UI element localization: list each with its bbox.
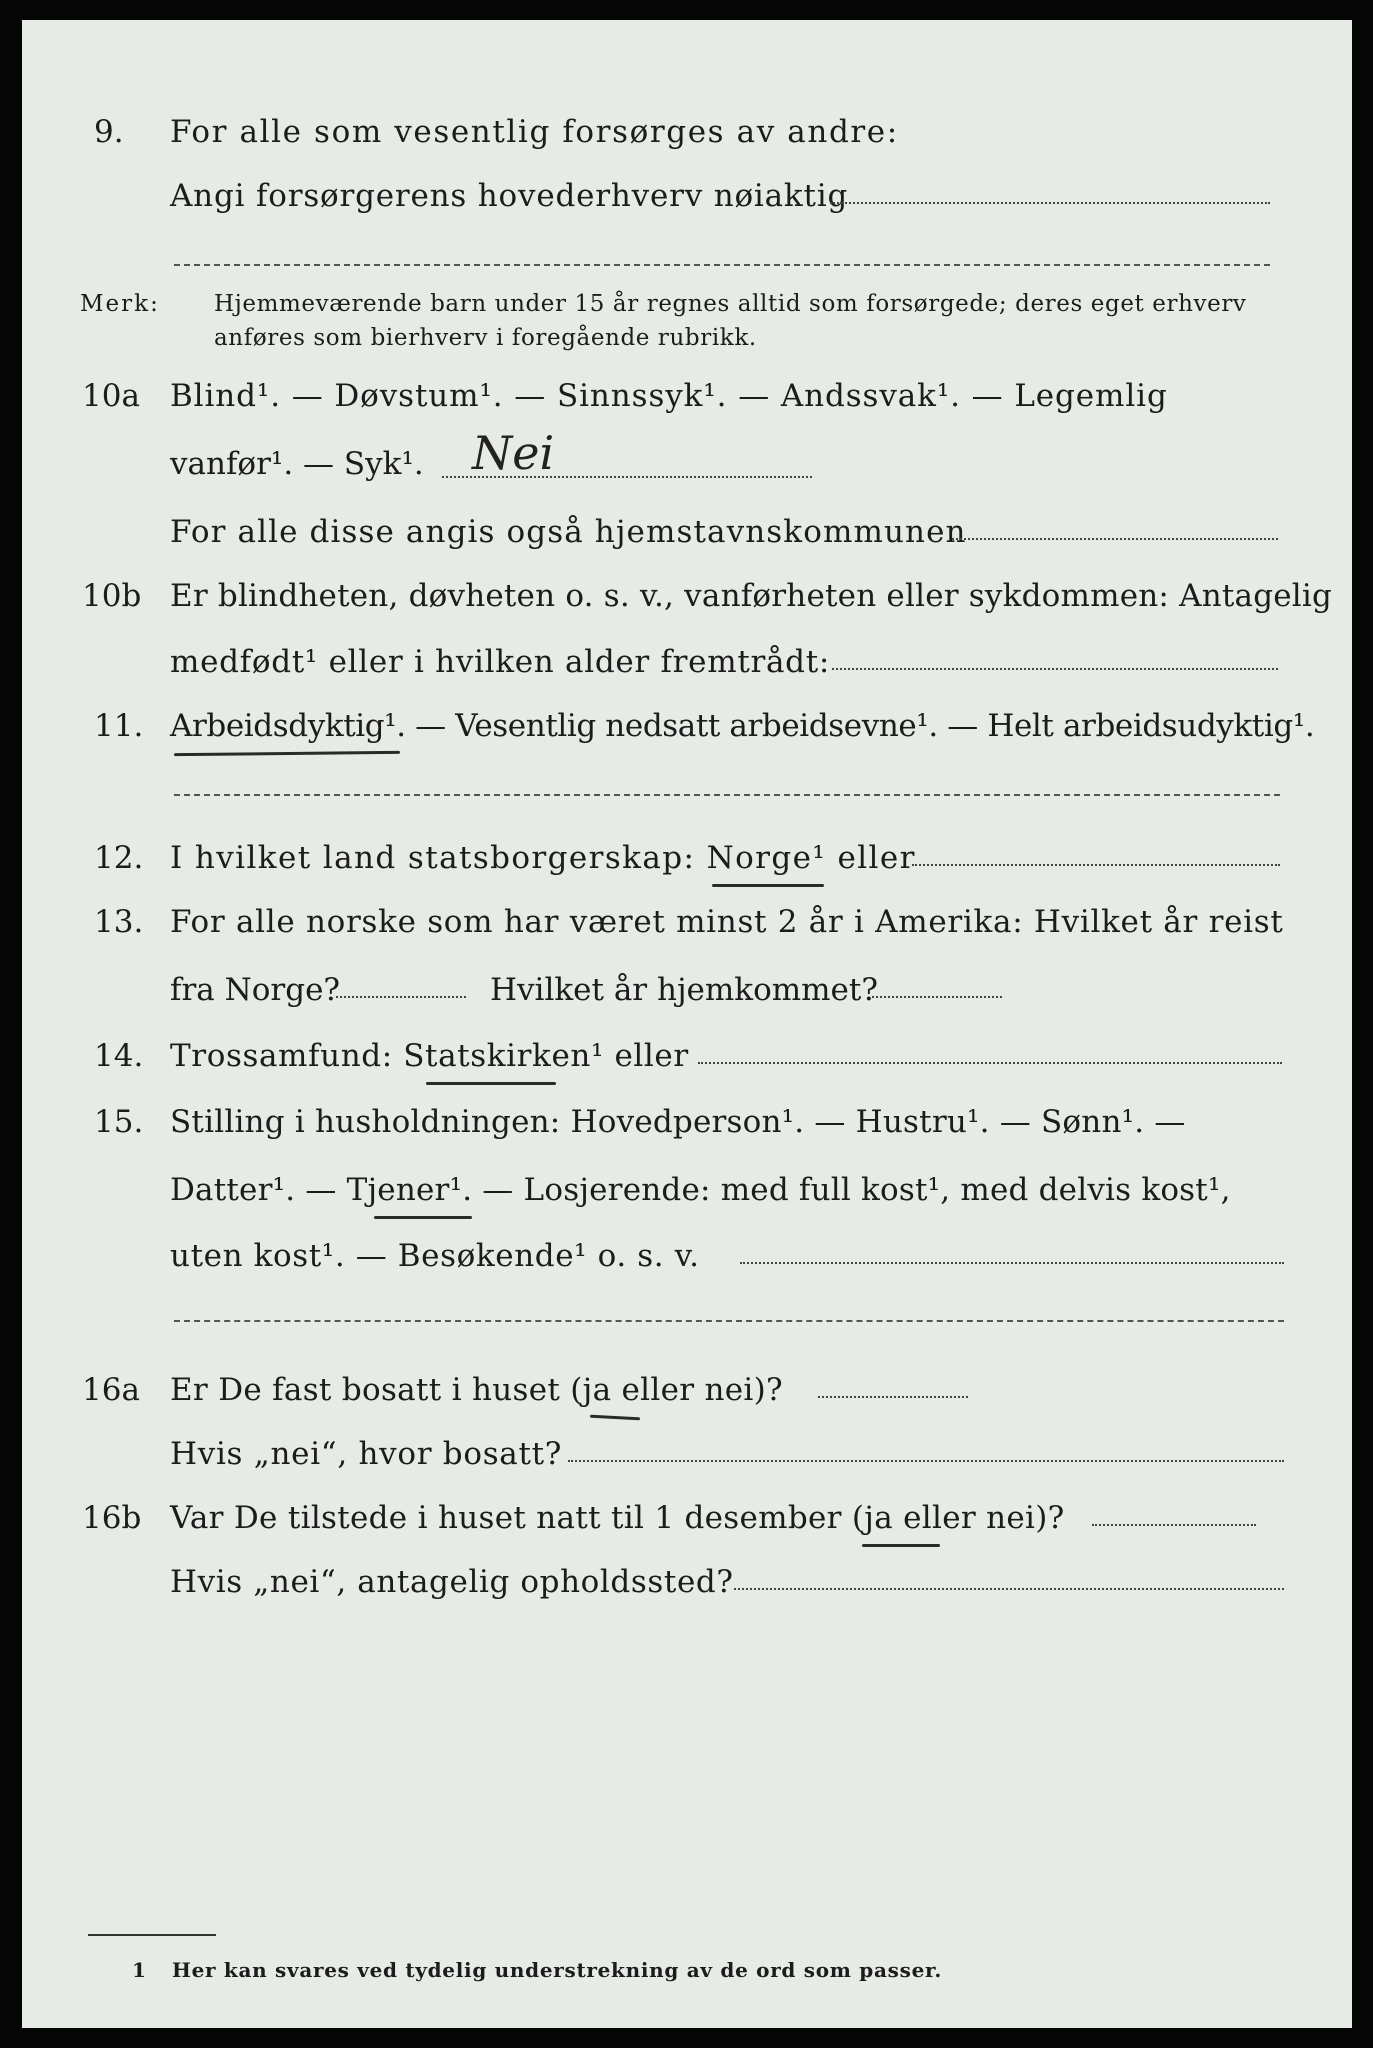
q16b-line1: Var De tilstede i huset natt til 1 desember (ja eller nei)? — [170, 1500, 1065, 1536]
q11-extra-line[interactable] — [174, 794, 1280, 796]
q9-extra-line[interactable] — [174, 264, 1270, 266]
merk-line2: anføres som bierhverv i foregående rubrikk. — [214, 325, 757, 351]
footnote-mark: 1 — [132, 1958, 146, 1982]
q13-hjemkommet-field[interactable] — [872, 996, 1002, 998]
q10a-answer-field[interactable] — [442, 476, 812, 478]
merk-line1: Hjemmeværende barn under 15 år regnes alltid som forsørgede; deres eget erhverv — [214, 291, 1247, 317]
q15-answer-field[interactable] — [740, 1262, 1284, 1264]
q9-line2: Angi forsørgerens hovederhverv nøiaktig — [170, 178, 849, 214]
footnote-text: Her kan svares ved tydelig understrekning av de ord som passer. — [172, 1958, 943, 1982]
merk-label: Merk: — [80, 291, 160, 317]
q16b-line2: Hvis „nei“, antagelig opholdssted? — [170, 1564, 734, 1600]
q10b-answer-field[interactable] — [832, 668, 1278, 670]
q13-number: 13. — [94, 904, 144, 940]
q13-reist-field[interactable] — [336, 996, 466, 998]
q10a-hjemstavn-field[interactable] — [952, 538, 1278, 540]
q10a-line2: vanfør¹. — Syk¹. — [170, 446, 424, 482]
q10b-line2: medfødt¹ eller i hvilken alder fremtrådt: — [170, 644, 831, 680]
q15-line2: Datter¹. — Tjener¹. — Losjerende: med full kost¹, med delvis kost¹, — [170, 1172, 1231, 1208]
q16b-answer-field[interactable] — [1092, 1524, 1256, 1526]
q10a-number: 10a — [82, 378, 140, 414]
q10a-line3: For alle disse angis også hjemstavnskommunen — [170, 514, 967, 550]
q15-underline-mark — [374, 1216, 472, 1219]
q11-line1: Arbeidsdyktig¹. — Vesentlig nedsatt arbeidsevne¹. — Helt arbeidsudyktig¹. — [170, 708, 1315, 744]
q16a-line2: Hvis „nei“, hvor bosatt? — [170, 1436, 563, 1472]
q13-line2a: fra Norge? — [170, 972, 341, 1008]
q13-line1: For alle norske som har været minst 2 år i Amerika: Hvilket år reist — [170, 904, 1284, 940]
q14-number: 14. — [94, 1038, 144, 1074]
q12-underline-mark — [712, 884, 824, 887]
q16b-number: 16b — [82, 1500, 142, 1536]
q9-number: 9. — [94, 114, 124, 150]
q9-answer-field[interactable] — [830, 202, 1270, 204]
q11-number: 11. — [94, 708, 144, 744]
q11-underline-mark — [174, 751, 400, 756]
q15-number: 15. — [94, 1104, 144, 1140]
q16a-number: 16a — [82, 1372, 140, 1408]
q15-line3: uten kost¹. — Besøkende¹ o. s. v. — [170, 1238, 700, 1274]
q10a-handwritten-answer: Nei — [472, 426, 555, 480]
q15-line1: Stilling i husholdningen: Hovedperson¹. — Hustru¹. — Sønn¹. — — [170, 1104, 1186, 1140]
q16a-answer-field[interactable] — [818, 1396, 968, 1398]
q10b-number: 10b — [82, 578, 142, 614]
q14-line1: Trossamfund: Statskirken¹ eller — [170, 1038, 689, 1074]
q10b-line1: Er blindheten, døvheten o. s. v., vanførheten eller sykdommen: Antagelig — [170, 578, 1333, 614]
q12-line1: I hvilket land statsborgerskap: Norge¹ eller — [170, 840, 916, 876]
q15-extra-line[interactable] — [174, 1320, 1284, 1322]
q14-answer-field[interactable] — [698, 1062, 1282, 1064]
q13-line2b: Hvilket år hjemkommet? — [490, 972, 878, 1008]
q10a-line1: Blind¹. — Døvstum¹. — Sinnssyk¹. — Andssvak¹. — Legemlig — [170, 378, 1168, 414]
q16a-line1: Er De fast bosatt i huset (ja eller nei)? — [170, 1372, 783, 1408]
q14-underline-mark — [426, 1082, 556, 1085]
q12-answer-field[interactable] — [912, 864, 1280, 866]
q9-line1: For alle som vesentlig forsørges av andre: — [170, 114, 899, 150]
q16a-bosatt-field[interactable] — [568, 1460, 1284, 1462]
footnote-divider — [88, 1934, 216, 1936]
q16b-opholdssted-field[interactable] — [734, 1588, 1284, 1590]
q16b-underline-mark — [862, 1544, 940, 1547]
census-form-page — [22, 20, 1352, 2028]
q12-number: 12. — [94, 840, 144, 876]
q16a-underline-mark — [590, 1415, 640, 1421]
